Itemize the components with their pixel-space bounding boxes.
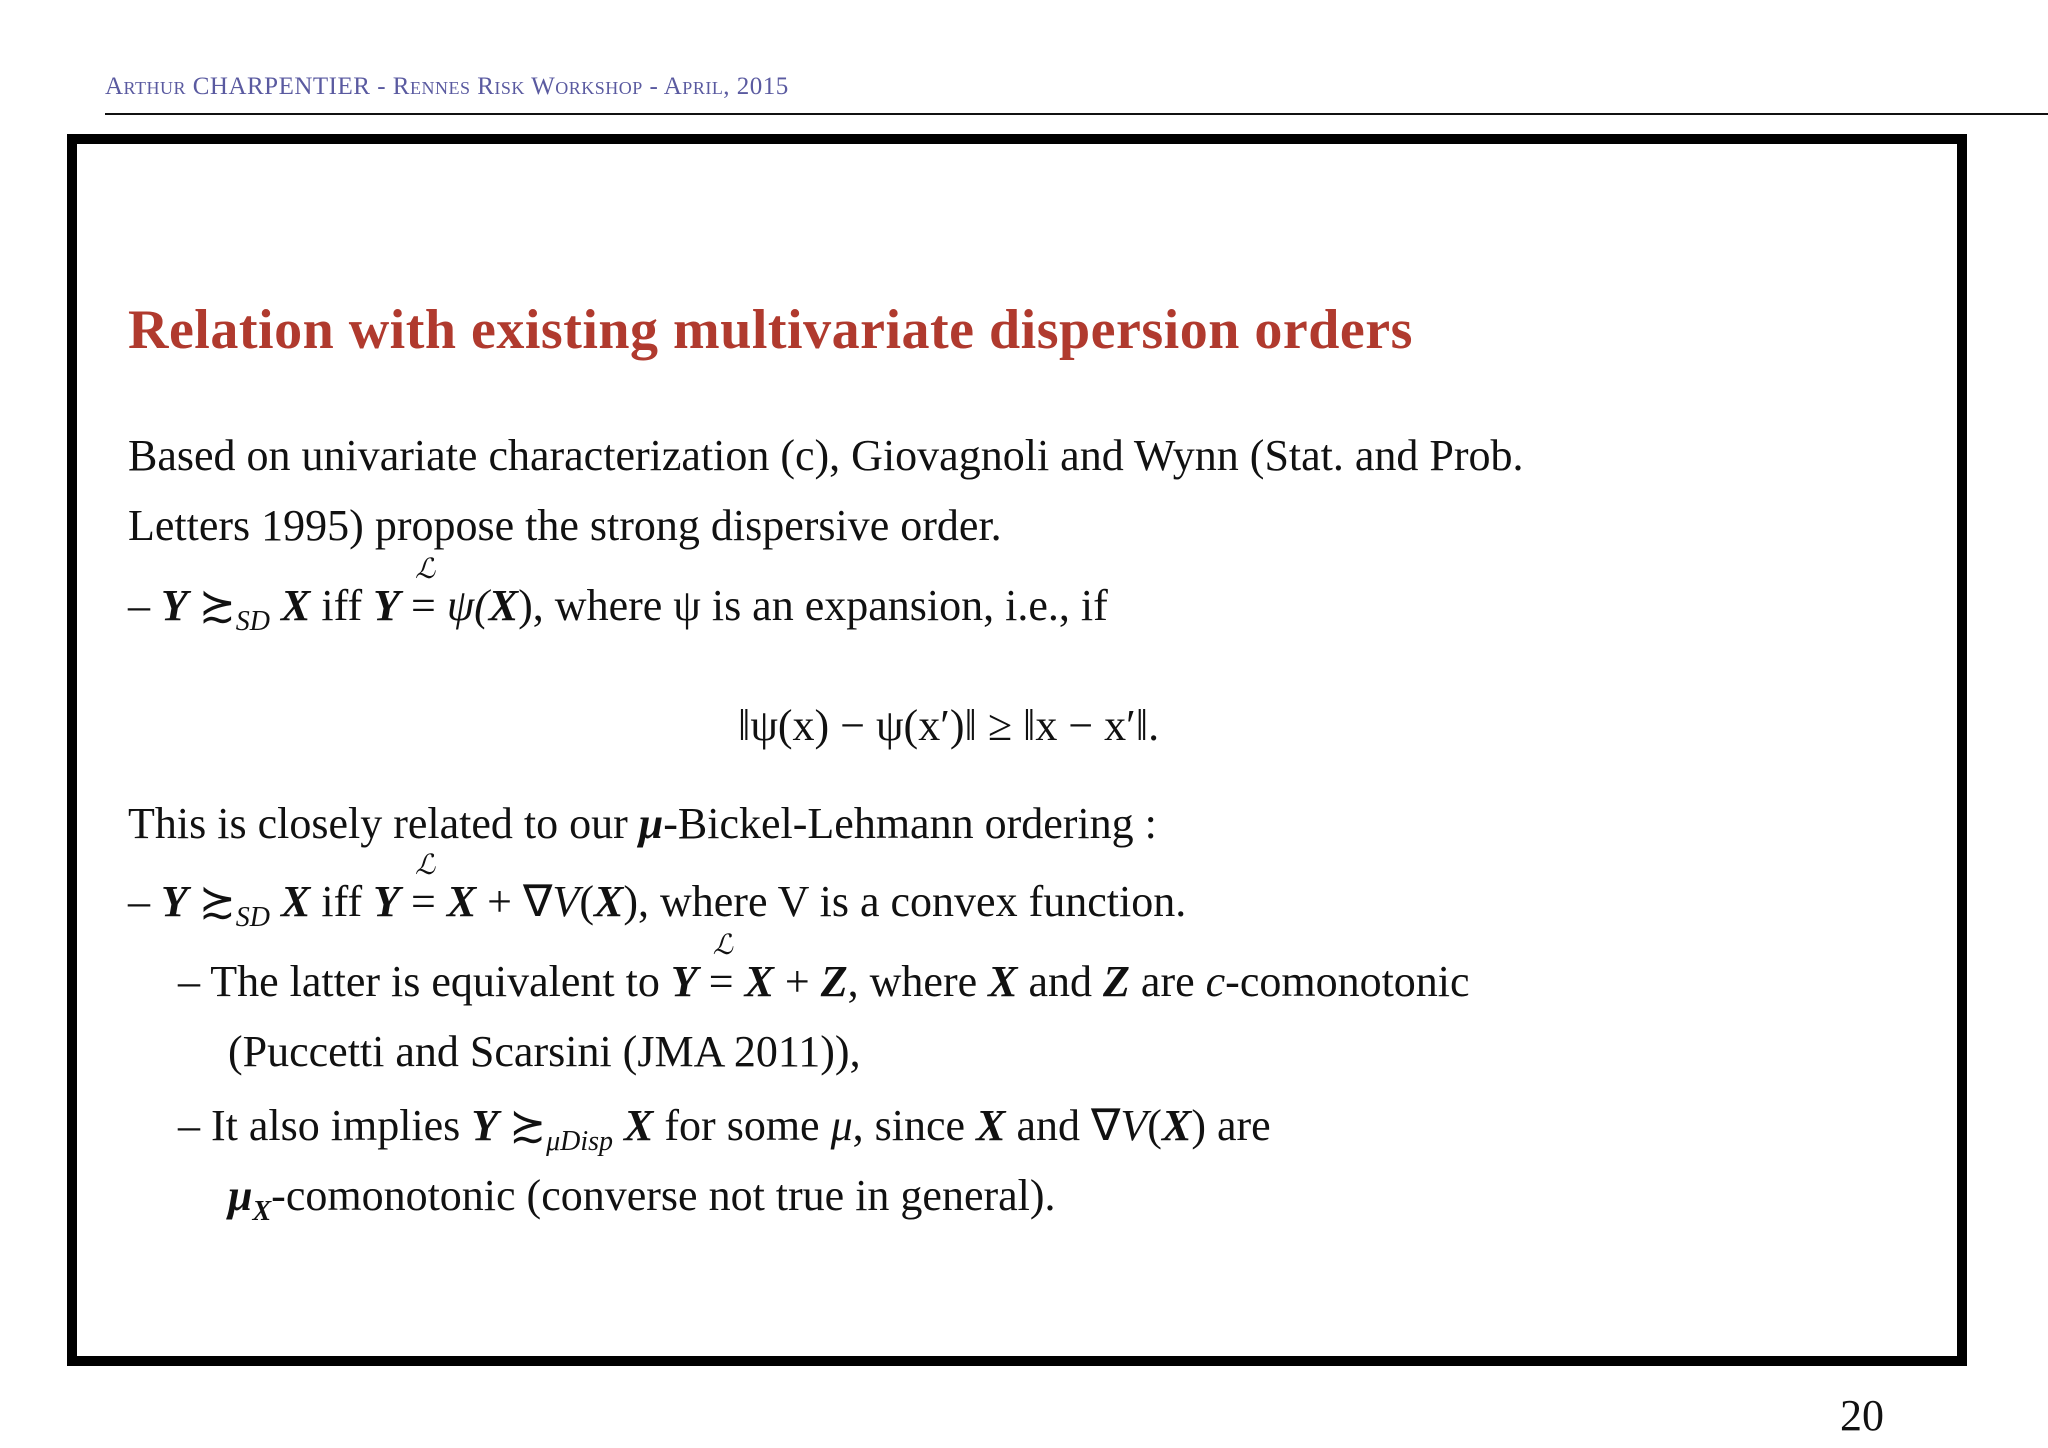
and: and bbox=[1017, 957, 1104, 1006]
closely-related-line bbox=[128, 798, 1157, 849]
pre: It also implies bbox=[211, 1101, 472, 1150]
var-V: V bbox=[552, 877, 580, 926]
mu-bold: μ bbox=[228, 1171, 253, 1220]
subbullet-comonotonic-line2: (Puccetti and Scarsini (JMA 2011)), bbox=[228, 1027, 861, 1076]
var-X2: X bbox=[446, 877, 477, 926]
law-equality bbox=[410, 850, 436, 927]
rest: ), where ψ is an expansion, i.e., if bbox=[518, 581, 1108, 630]
mu: μ bbox=[830, 1101, 853, 1150]
rel-sub: SD bbox=[235, 902, 270, 933]
psi: ψ( bbox=[446, 581, 489, 630]
var-Y: Y bbox=[471, 1101, 499, 1150]
law-label: ℒ bbox=[414, 554, 436, 585]
var-X3: X bbox=[1161, 1101, 1192, 1150]
closely-post: -Bickel-Lehmann ordering : bbox=[663, 799, 1157, 848]
bullet-convex-gradient bbox=[128, 850, 1187, 933]
post: -comonotonic bbox=[1225, 957, 1470, 1006]
rel-symbol: ≿ bbox=[198, 877, 236, 926]
header-rule bbox=[105, 113, 2048, 115]
eq-sign: = bbox=[410, 877, 436, 926]
dash: – bbox=[178, 957, 200, 1006]
intro-line-2: Letters 1995) propose the strong dispersive order. bbox=[128, 501, 1002, 550]
pre: The latter is equivalent to bbox=[210, 957, 671, 1006]
var-X3: X bbox=[593, 877, 624, 926]
iff: iff bbox=[321, 581, 363, 630]
rel-sub: μDisp bbox=[546, 1126, 614, 1157]
rel-symbol: ≿ bbox=[198, 581, 236, 630]
are: ) are bbox=[1191, 1101, 1271, 1150]
law-label: ℒ bbox=[712, 930, 733, 961]
law-label: ℒ bbox=[414, 850, 436, 881]
law-equality bbox=[410, 554, 436, 631]
and-nabla: and ∇ bbox=[1005, 1101, 1121, 1150]
mu-sub-X: X bbox=[252, 1196, 272, 1227]
bullet-strong-dispersive bbox=[128, 554, 1108, 637]
var-Y2: Y bbox=[373, 877, 400, 926]
var-Y: Y bbox=[161, 877, 188, 926]
dash: – bbox=[128, 877, 150, 926]
dash: – bbox=[128, 581, 150, 630]
var-Z: Z bbox=[820, 957, 848, 1006]
c: c bbox=[1205, 957, 1226, 1006]
var-X2: X bbox=[488, 581, 519, 630]
paren: ( bbox=[579, 877, 594, 926]
plus-nabla: + ∇ bbox=[476, 877, 553, 926]
var-X2: X bbox=[988, 957, 1018, 1006]
var-Z2: Z bbox=[1103, 957, 1130, 1006]
var-Y: Y bbox=[161, 581, 188, 630]
rel-sub: SD bbox=[235, 606, 270, 637]
eq-sign: = bbox=[708, 957, 734, 1006]
subbullet-comonotonic bbox=[178, 930, 1470, 1007]
var-V: V bbox=[1120, 1101, 1148, 1150]
var-X: X bbox=[624, 1101, 654, 1150]
mid: for some bbox=[653, 1101, 831, 1150]
var-X: X bbox=[281, 877, 311, 926]
var-X2: X bbox=[976, 1101, 1006, 1150]
slide-title: Relation with existing multivariate dispersion orders bbox=[128, 299, 1413, 361]
var-Y2: Y bbox=[373, 581, 400, 630]
var-Y: Y bbox=[670, 957, 698, 1006]
since: , since bbox=[852, 1101, 977, 1150]
paren: ( bbox=[1147, 1101, 1162, 1150]
are: are bbox=[1129, 957, 1206, 1006]
subbullet-mu-disp-line2 bbox=[228, 1170, 1056, 1227]
rest: ), where V is a convex function. bbox=[623, 877, 1187, 926]
law-equality bbox=[708, 930, 734, 1007]
closely-pre: This is closely related to our bbox=[128, 799, 639, 848]
rel-symbol: ≿ bbox=[509, 1101, 547, 1150]
header-running-title: Arthur CHARPENTIER - Rennes Risk Workshop - April, 2015 bbox=[105, 73, 789, 100]
var-X: X bbox=[744, 957, 774, 1006]
var-X: X bbox=[281, 581, 311, 630]
iff: iff bbox=[321, 877, 363, 926]
plus: + bbox=[773, 957, 821, 1006]
page-number: 20 bbox=[1840, 1391, 1884, 1440]
eq-sign: = bbox=[410, 581, 436, 630]
mid: , where bbox=[847, 957, 989, 1006]
expansion-formula: ‖ψ(x) − ψ(x′)‖ ≥ ‖x − x′‖. bbox=[738, 701, 1160, 750]
subbullet-mu-disp bbox=[178, 1100, 1271, 1157]
mu-symbol: μ bbox=[638, 799, 664, 848]
dash: – bbox=[178, 1101, 200, 1150]
line2: -comonotonic (converse not true in general). bbox=[271, 1171, 1056, 1220]
intro-line-1: Based on univariate characterization (c), Giovagnoli and Wynn (Stat. and Prob. bbox=[128, 431, 1524, 480]
